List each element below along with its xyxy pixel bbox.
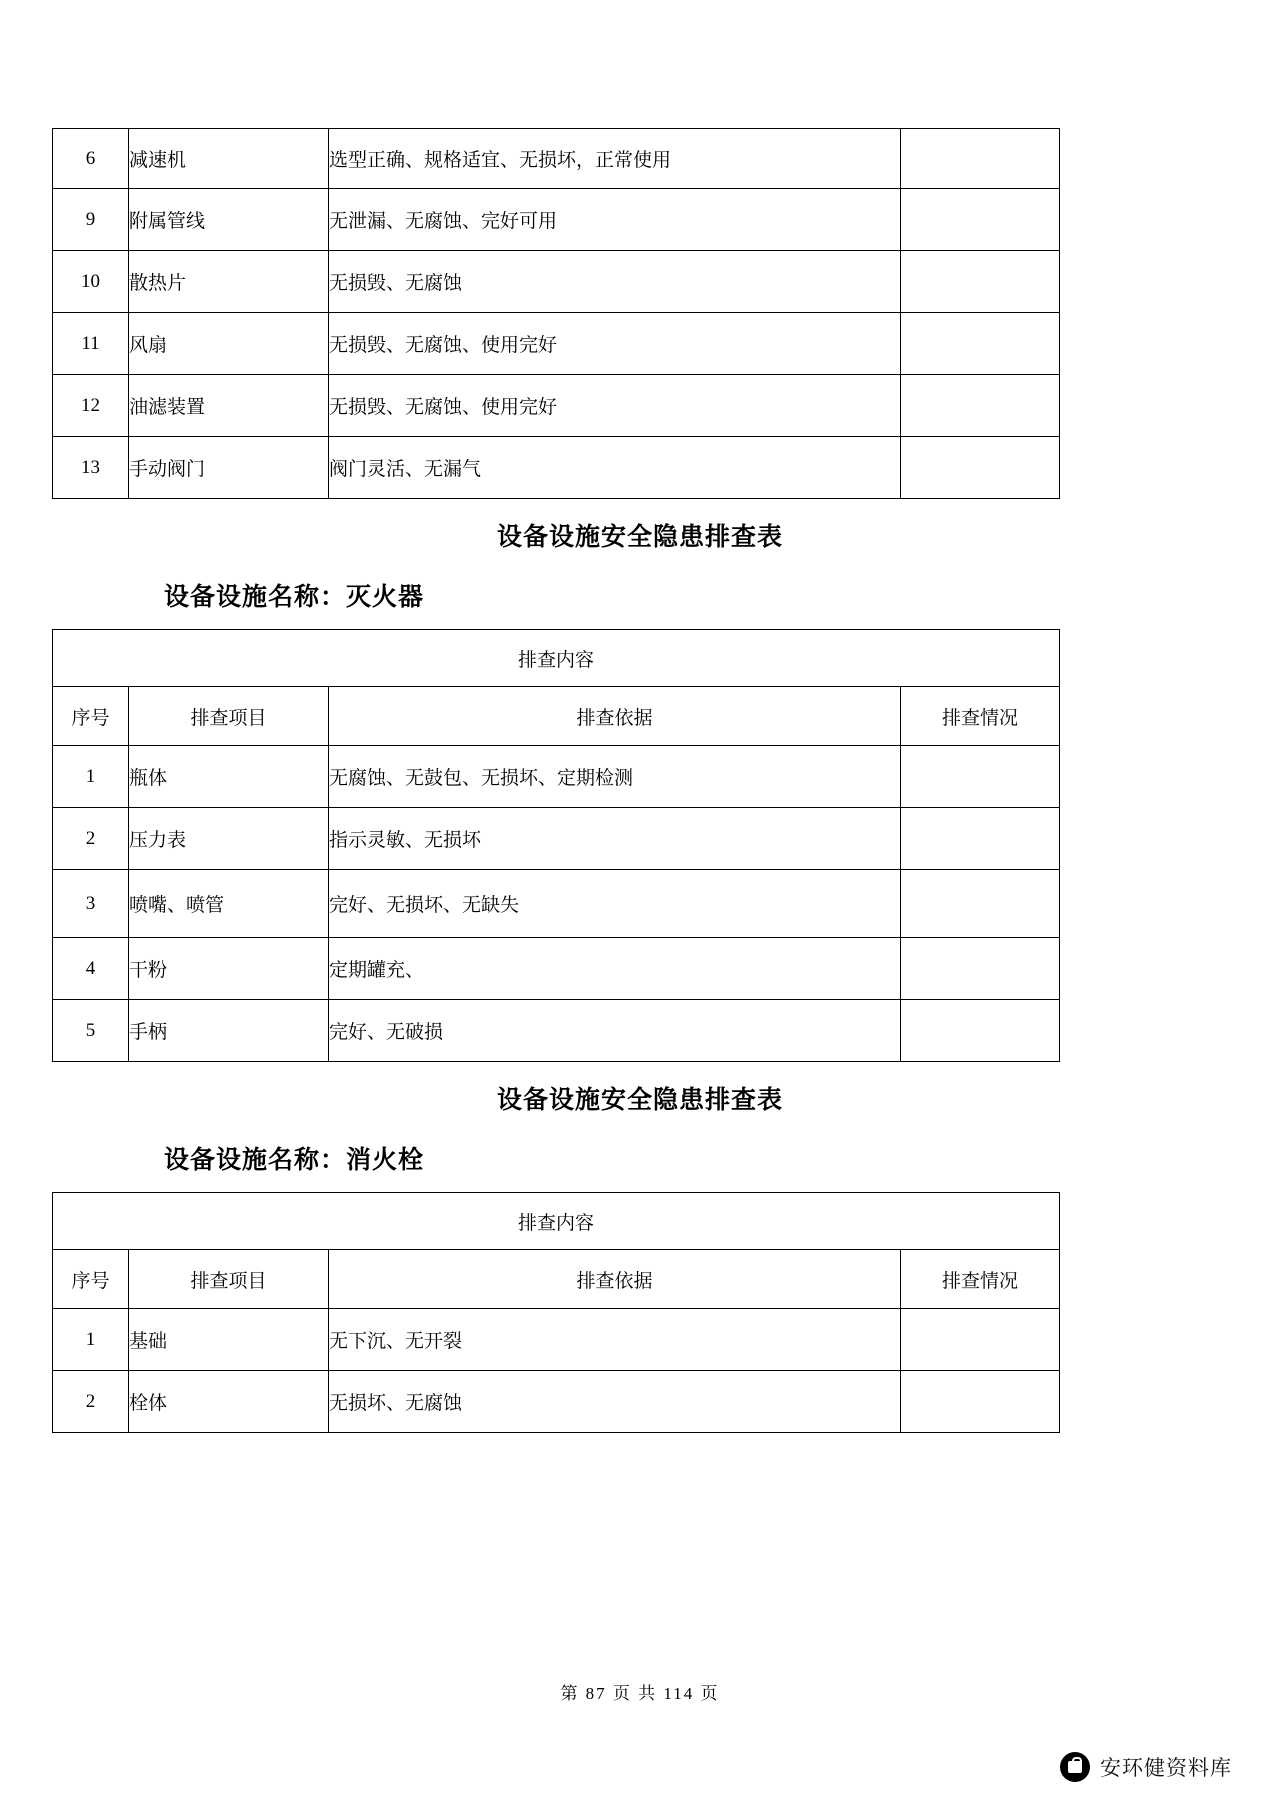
cell-no: 1 [53, 1309, 129, 1371]
cell-result [901, 808, 1060, 870]
table-row [53, 938, 1060, 1000]
table-row [53, 189, 1060, 251]
table-row [53, 870, 1060, 938]
table-row [53, 1309, 1060, 1371]
table-hydrant [52, 1192, 1060, 1433]
column-header-item: 排查项目 [129, 687, 329, 746]
cell-result [901, 375, 1060, 437]
cell-result [901, 938, 1060, 1000]
table-row [53, 746, 1060, 808]
cell-item: 压力表 [129, 808, 329, 870]
cell-result [901, 746, 1060, 808]
equipment-name-fire-extinguisher: 设备设施名称：灭火器 [164, 584, 425, 611]
cell-no: 9 [53, 189, 129, 251]
table-header-row [53, 687, 1060, 746]
table-fire-extinguisher [52, 629, 1060, 1062]
cell-no: 3 [53, 870, 129, 938]
group-header-inspection-content: 排查内容 [53, 1193, 1060, 1250]
cell-item: 喷嘴、喷管 [129, 870, 329, 938]
cell-no: 5 [53, 1000, 129, 1062]
cell-result [901, 437, 1060, 499]
cell-item: 基础 [129, 1309, 329, 1371]
cell-result [901, 1371, 1060, 1433]
cell-no: 2 [53, 1371, 129, 1433]
cell-result [901, 1000, 1060, 1062]
section-title-hydrant: 设备设施安全隐患排查表 [496, 1087, 783, 1114]
cell-no: 6 [53, 129, 129, 189]
cell-no: 1 [53, 746, 129, 808]
cell-basis: 无损毁、无腐蚀、使用完好 [329, 375, 901, 437]
group-header-inspection-content: 排查内容 [53, 630, 1060, 687]
column-header-item: 排查项目 [129, 1250, 329, 1309]
column-header-no: 序号 [53, 1250, 129, 1309]
cell-item: 风扇 [129, 313, 329, 375]
cell-basis: 无损毁、无腐蚀 [329, 251, 901, 313]
cell-item: 减速机 [129, 129, 329, 189]
cell-no: 2 [53, 808, 129, 870]
table-row [53, 313, 1060, 375]
cell-item: 手柄 [129, 1000, 329, 1062]
column-header-result: 排查情况 [901, 687, 1060, 746]
cell-no: 4 [53, 938, 129, 1000]
cell-item: 栓体 [129, 1371, 329, 1433]
cell-basis: 阀门灵活、无漏气 [329, 437, 901, 499]
cell-basis: 完好、无损坏、无缺失 [329, 870, 901, 938]
table-row [53, 437, 1060, 499]
cell-result [901, 129, 1060, 189]
column-header-no: 序号 [53, 687, 129, 746]
cell-item: 附属管线 [129, 189, 329, 251]
table-row [53, 251, 1060, 313]
cell-basis: 选型正确、规格适宜、无损坏，正常使用 [329, 129, 901, 189]
cell-item: 干粉 [129, 938, 329, 1000]
cell-item: 瓶体 [129, 746, 329, 808]
table-group-header-row [53, 1193, 1060, 1250]
table-row [53, 808, 1060, 870]
section-title-fire-extinguisher: 设备设施安全隐患排查表 [496, 524, 783, 551]
watermark-label: 安环健资料库 [1100, 1757, 1232, 1780]
table-header-row [53, 1250, 1060, 1309]
cell-no: 12 [53, 375, 129, 437]
cell-basis: 无损坏、无腐蚀 [329, 1371, 901, 1433]
cell-basis: 无损毁、无腐蚀、使用完好 [329, 313, 901, 375]
cell-basis: 无腐蚀、无鼓包、无损坏、定期检测 [329, 746, 901, 808]
watermark [1060, 1752, 1232, 1782]
column-header-basis: 排查依据 [329, 687, 901, 746]
column-header-basis: 排查依据 [329, 1250, 901, 1309]
table-row [53, 1371, 1060, 1433]
page-footer: 第 87 页 共 114 页 [560, 1684, 720, 1703]
cell-result [901, 189, 1060, 251]
cell-result [901, 251, 1060, 313]
cell-no: 10 [53, 251, 129, 313]
equipment-name-hydrant: 设备设施名称：消火栓 [164, 1147, 425, 1174]
wechat-account-icon [1060, 1752, 1090, 1782]
cell-no: 13 [53, 437, 129, 499]
table-equipment-continuation [52, 128, 1060, 499]
cell-item: 油滤装置 [129, 375, 329, 437]
cell-basis: 完好、无破损 [329, 1000, 901, 1062]
cell-basis: 定期罐充、 [329, 938, 901, 1000]
table-group-header-row [53, 630, 1060, 687]
cell-basis: 无泄漏、无腐蚀、完好可用 [329, 189, 901, 251]
cell-item: 散热片 [129, 251, 329, 313]
top-spacer [52, 0, 1228, 128]
cell-basis: 指示灵敏、无损坏 [329, 808, 901, 870]
column-header-result: 排查情况 [901, 1250, 1060, 1309]
table-row [53, 129, 1060, 189]
cell-no: 11 [53, 313, 129, 375]
cell-item: 手动阀门 [129, 437, 329, 499]
cell-basis: 无下沉、无开裂 [329, 1309, 901, 1371]
cell-result [901, 870, 1060, 938]
table-row [53, 375, 1060, 437]
table-row [53, 1000, 1060, 1062]
cell-result [901, 1309, 1060, 1371]
cell-result [901, 313, 1060, 375]
